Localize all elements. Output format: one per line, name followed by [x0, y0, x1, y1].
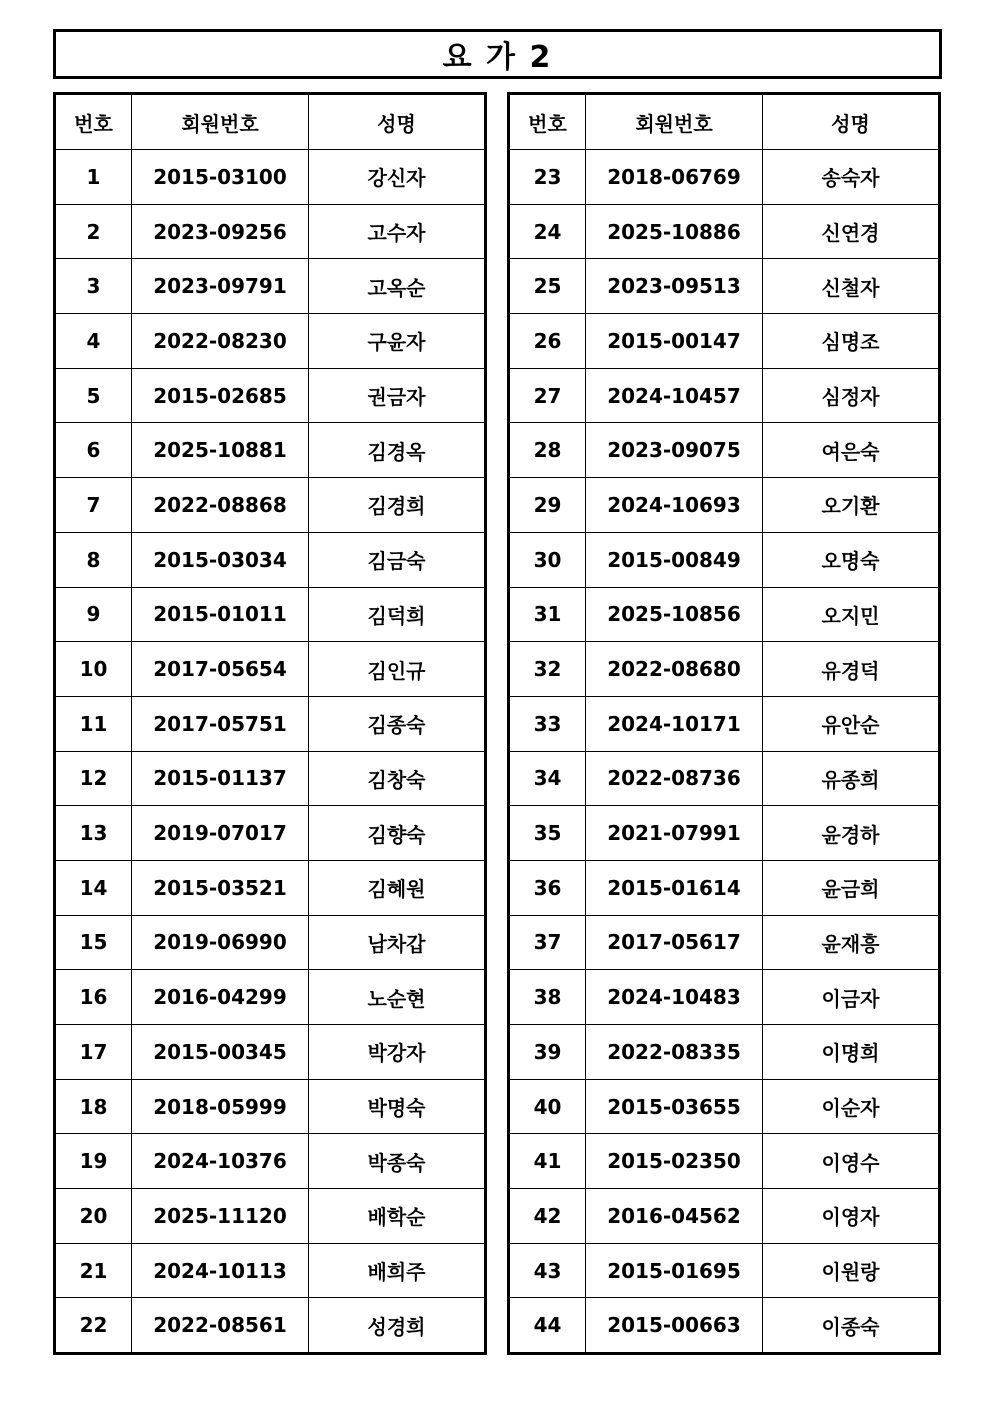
cell-name: 구윤자 [309, 314, 486, 369]
cell-name: 심명조 [763, 314, 940, 369]
table-row [55, 806, 486, 861]
table-row [509, 1025, 940, 1080]
cell-name: 이명희 [763, 1025, 940, 1080]
cell-member-id: 2015-01011 [132, 587, 309, 642]
roster-table-right [507, 92, 941, 1355]
table-row [55, 1079, 486, 1134]
cell-member-id: 2015-03100 [132, 150, 309, 205]
cell-name: 윤금희 [763, 860, 940, 915]
cell-name: 신철자 [763, 259, 940, 314]
cell-no: 7 [55, 478, 132, 533]
cell-no: 23 [509, 150, 586, 205]
cell-no: 12 [55, 751, 132, 806]
cell-name: 배학순 [309, 1189, 486, 1244]
cell-name: 윤재흥 [763, 915, 940, 970]
cell-name: 박강자 [309, 1025, 486, 1080]
table-row [55, 259, 486, 314]
cell-member-id: 2022-08230 [132, 314, 309, 369]
cell-member-id: 2025-10881 [132, 423, 309, 478]
cell-member-id: 2023-09513 [586, 259, 763, 314]
table-row [55, 1243, 486, 1298]
cell-no: 8 [55, 532, 132, 587]
cell-name: 이원랑 [763, 1243, 940, 1298]
header-member-id: 회원번호 [132, 94, 309, 150]
table-row [55, 1298, 486, 1354]
cell-no: 35 [509, 806, 586, 861]
cell-no: 39 [509, 1025, 586, 1080]
cell-no: 42 [509, 1189, 586, 1244]
table-row [55, 587, 486, 642]
cell-member-id: 2015-01137 [132, 751, 309, 806]
cell-name: 고수자 [309, 204, 486, 259]
cell-name: 박종숙 [309, 1134, 486, 1189]
cell-member-id: 2024-10376 [132, 1134, 309, 1189]
table-row [509, 1189, 940, 1244]
table-row [55, 1025, 486, 1080]
cell-no: 24 [509, 204, 586, 259]
cell-member-id: 2024-10483 [586, 970, 763, 1025]
table-row [55, 314, 486, 369]
cell-member-id: 2016-04299 [132, 970, 309, 1025]
cell-member-id: 2015-01695 [586, 1243, 763, 1298]
cell-name: 신연경 [763, 204, 940, 259]
cell-name: 오지민 [763, 587, 940, 642]
cell-name: 박명숙 [309, 1079, 486, 1134]
cell-member-id: 2024-10693 [586, 478, 763, 533]
cell-name: 강신자 [309, 150, 486, 205]
table-row [55, 751, 486, 806]
table-row [509, 751, 940, 806]
cell-no: 1 [55, 150, 132, 205]
cell-member-id: 2015-00849 [586, 532, 763, 587]
cell-name: 김창숙 [309, 751, 486, 806]
cell-member-id: 2022-08561 [132, 1298, 309, 1354]
table-row [55, 368, 486, 423]
cell-member-id: 2015-03034 [132, 532, 309, 587]
cell-name: 김경희 [309, 478, 486, 533]
cell-no: 43 [509, 1243, 586, 1298]
cell-no: 19 [55, 1134, 132, 1189]
cell-member-id: 2025-11120 [132, 1189, 309, 1244]
cell-name: 유종희 [763, 751, 940, 806]
header-no: 번호 [55, 94, 132, 150]
table-row [509, 1243, 940, 1298]
cell-no: 44 [509, 1298, 586, 1354]
cell-name: 남차갑 [309, 915, 486, 970]
cell-member-id: 2017-05654 [132, 642, 309, 697]
table-header-row [509, 94, 940, 150]
cell-no: 27 [509, 368, 586, 423]
cell-no: 25 [509, 259, 586, 314]
table-row [509, 259, 940, 314]
table-row [509, 1298, 940, 1354]
cell-no: 29 [509, 478, 586, 533]
cell-member-id: 2022-08335 [586, 1025, 763, 1080]
table-row [55, 532, 486, 587]
cell-member-id: 2015-00345 [132, 1025, 309, 1080]
cell-name: 배희주 [309, 1243, 486, 1298]
cell-no: 10 [55, 642, 132, 697]
cell-member-id: 2016-04562 [586, 1189, 763, 1244]
cell-name: 김향숙 [309, 806, 486, 861]
cell-no: 32 [509, 642, 586, 697]
cell-name: 이종숙 [763, 1298, 940, 1354]
table-row [55, 150, 486, 205]
cell-no: 26 [509, 314, 586, 369]
cell-no: 4 [55, 314, 132, 369]
roster-body-right [509, 150, 940, 1354]
table-row [509, 314, 940, 369]
table-row [509, 368, 940, 423]
cell-name: 김종숙 [309, 696, 486, 751]
cell-no: 21 [55, 1243, 132, 1298]
cell-member-id: 2022-08680 [586, 642, 763, 697]
cell-name: 이영수 [763, 1134, 940, 1189]
cell-no: 28 [509, 423, 586, 478]
cell-name: 유안순 [763, 696, 940, 751]
cell-member-id: 2019-06990 [132, 915, 309, 970]
table-row [509, 970, 940, 1025]
table-row [509, 423, 940, 478]
cell-no: 15 [55, 915, 132, 970]
cell-no: 13 [55, 806, 132, 861]
cell-member-id: 2018-05999 [132, 1079, 309, 1134]
cell-no: 9 [55, 587, 132, 642]
cell-name: 고옥순 [309, 259, 486, 314]
cell-no: 38 [509, 970, 586, 1025]
table-row [509, 478, 940, 533]
cell-no: 31 [509, 587, 586, 642]
cell-name: 이순자 [763, 1079, 940, 1134]
table-row [509, 860, 940, 915]
cell-name: 이금자 [763, 970, 940, 1025]
table-row [509, 532, 940, 587]
cell-name: 성경희 [309, 1298, 486, 1354]
cell-member-id: 2024-10171 [586, 696, 763, 751]
cell-no: 36 [509, 860, 586, 915]
cell-member-id: 2024-10113 [132, 1243, 309, 1298]
header-member-id: 회원번호 [586, 94, 763, 150]
table-row [509, 806, 940, 861]
cell-name: 김인규 [309, 642, 486, 697]
cell-member-id: 2023-09075 [586, 423, 763, 478]
table-row [55, 970, 486, 1025]
roster-table-left [53, 92, 487, 1355]
table-row [55, 478, 486, 533]
cell-name: 오명숙 [763, 532, 940, 587]
cell-name: 김덕희 [309, 587, 486, 642]
cell-member-id: 2025-10856 [586, 587, 763, 642]
cell-no: 37 [509, 915, 586, 970]
cell-no: 20 [55, 1189, 132, 1244]
table-row [509, 587, 940, 642]
cell-member-id: 2015-01614 [586, 860, 763, 915]
cell-no: 41 [509, 1134, 586, 1189]
cell-no: 3 [55, 259, 132, 314]
cell-no: 22 [55, 1298, 132, 1354]
cell-name: 여은숙 [763, 423, 940, 478]
table-row [509, 915, 940, 970]
cell-member-id: 2024-10457 [586, 368, 763, 423]
table-row [55, 696, 486, 751]
cell-name: 유경덕 [763, 642, 940, 697]
table-row [55, 423, 486, 478]
cell-no: 2 [55, 204, 132, 259]
cell-member-id: 2015-02350 [586, 1134, 763, 1189]
cell-no: 6 [55, 423, 132, 478]
table-row [55, 1134, 486, 1189]
page-title: 요 가 2 [53, 29, 942, 79]
cell-no: 17 [55, 1025, 132, 1080]
cell-name: 윤경하 [763, 806, 940, 861]
cell-member-id: 2025-10886 [586, 204, 763, 259]
roster-body-left [55, 150, 486, 1354]
cell-no: 14 [55, 860, 132, 915]
cell-member-id: 2015-03521 [132, 860, 309, 915]
table-row [55, 1189, 486, 1244]
cell-member-id: 2022-08868 [132, 478, 309, 533]
cell-no: 11 [55, 696, 132, 751]
cell-member-id: 2017-05617 [586, 915, 763, 970]
cell-name: 이영자 [763, 1189, 940, 1244]
table-row [509, 696, 940, 751]
table-row [509, 1134, 940, 1189]
cell-name: 김혜원 [309, 860, 486, 915]
cell-member-id: 2015-00663 [586, 1298, 763, 1354]
cell-member-id: 2021-07991 [586, 806, 763, 861]
header-name: 성명 [763, 94, 940, 150]
cell-name: 오기환 [763, 478, 940, 533]
table-header-row [55, 94, 486, 150]
table-row [55, 860, 486, 915]
table-row [509, 150, 940, 205]
cell-name: 김금숙 [309, 532, 486, 587]
cell-member-id: 2019-07017 [132, 806, 309, 861]
cell-no: 33 [509, 696, 586, 751]
cell-name: 김경옥 [309, 423, 486, 478]
cell-name: 권금자 [309, 368, 486, 423]
table-row [55, 204, 486, 259]
table-row [509, 1079, 940, 1134]
cell-no: 16 [55, 970, 132, 1025]
cell-member-id: 2023-09791 [132, 259, 309, 314]
cell-member-id: 2015-02685 [132, 368, 309, 423]
cell-member-id: 2015-03655 [586, 1079, 763, 1134]
cell-no: 30 [509, 532, 586, 587]
table-row [55, 915, 486, 970]
cell-no: 5 [55, 368, 132, 423]
header-name: 성명 [309, 94, 486, 150]
cell-name: 심정자 [763, 368, 940, 423]
table-row [509, 642, 940, 697]
cell-no: 40 [509, 1079, 586, 1134]
cell-no: 18 [55, 1079, 132, 1134]
table-row [55, 642, 486, 697]
cell-member-id: 2023-09256 [132, 204, 309, 259]
cell-member-id: 2022-08736 [586, 751, 763, 806]
cell-no: 34 [509, 751, 586, 806]
table-row [509, 204, 940, 259]
cell-member-id: 2015-00147 [586, 314, 763, 369]
cell-member-id: 2017-05751 [132, 696, 309, 751]
cell-name: 노순현 [309, 970, 486, 1025]
cell-name: 송숙자 [763, 150, 940, 205]
cell-member-id: 2018-06769 [586, 150, 763, 205]
header-no: 번호 [509, 94, 586, 150]
